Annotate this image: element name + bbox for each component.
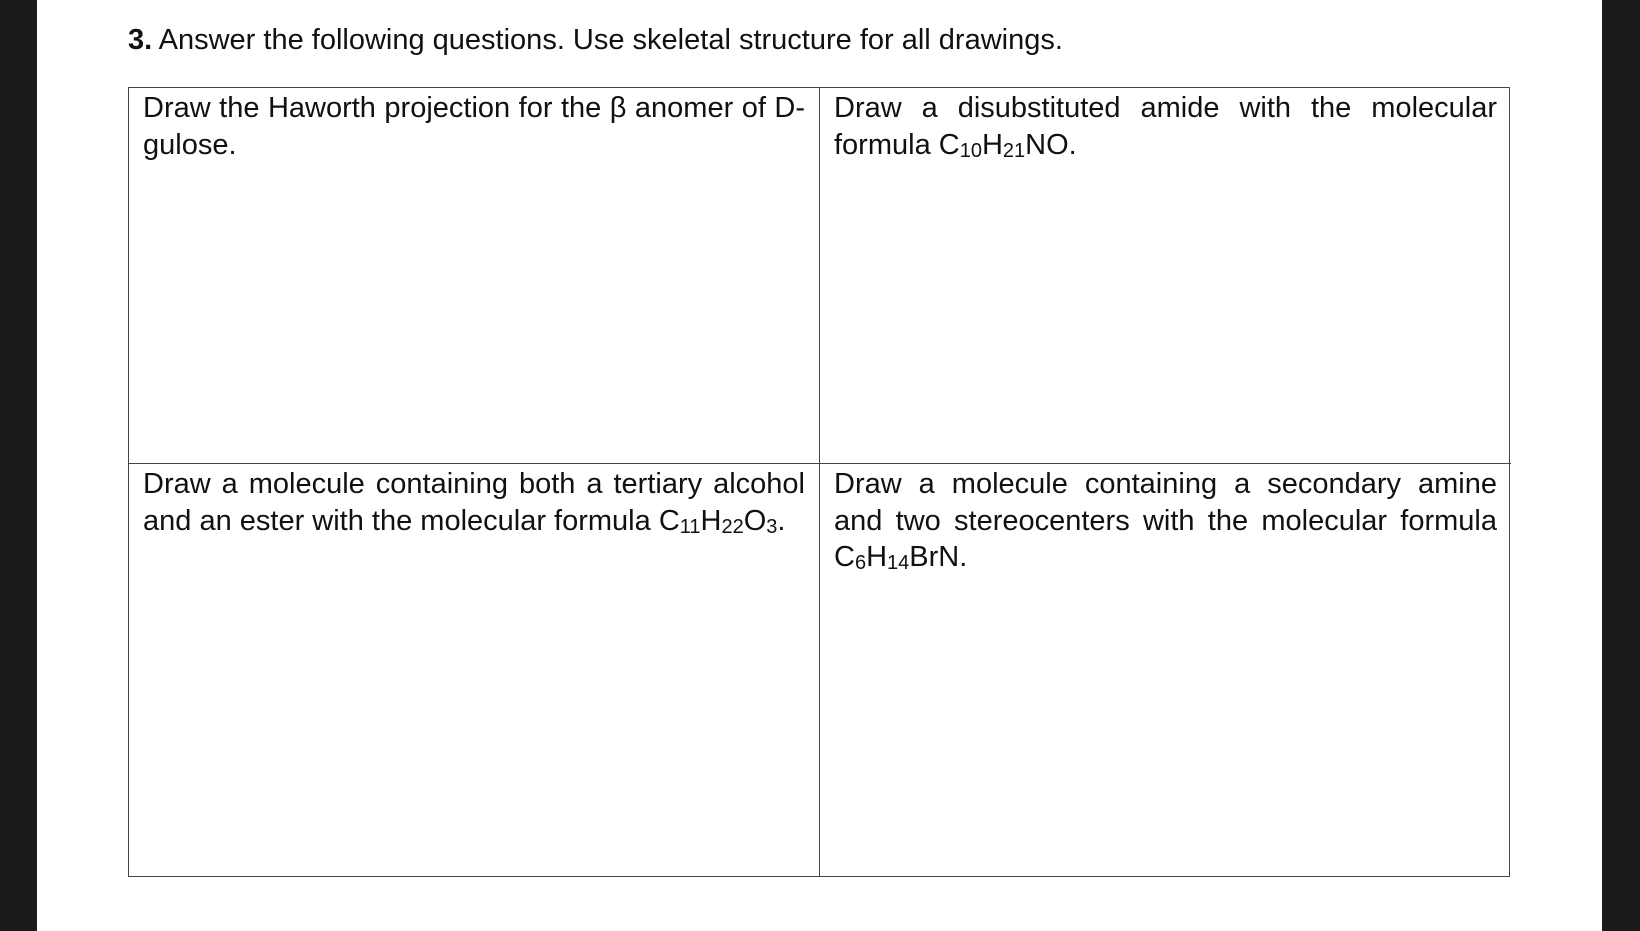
worksheet-page [37,0,1602,931]
question-instructions: Answer the following questions. Use skeletal structure for all drawings. [152,24,1063,56]
answer-box-amide[interactable]: Draw a disubstituted amide with the molecular formula $C_{10}H_{21}NO$. [820,88,1511,464]
answer-box-alcohol-ester[interactable]: Draw a molecule containing both a tertiary alcohol and an ester with the molecular formula $C_{11}H_{22}O_3$. [129,464,820,876]
molecular-formula: $C_6H_{14}BrN$ [834,541,960,574]
question-text: Draw a molecule containing both a tertiary alcohol and an ester with the molecular formula [143,468,805,537]
answer-grid [128,87,1510,877]
molecular-formula: $C_{10}H_{21}NO$ [938,128,1069,162]
question-text: Draw the Haworth projection for the β anomer of D-gulose. [143,92,805,161]
question-text: Draw a disubstituted amide with the molecular formula [834,92,1497,161]
question-number: 3. [128,24,153,56]
answer-box-secondary-amine[interactable]: Draw a molecule containing a secondary amine and two stereocenters with the molecular formula $C_6H_{14}BrN$. [834,468,1497,574]
question-heading [128,18,1063,62]
question-text: Draw a molecule containing a secondary amine and two stereocenters with the molecular formula [834,468,1497,537]
answer-box-haworth[interactable] [129,88,820,464]
molecular-formula: $C_{11}H_{22}O_3$ [658,504,778,538]
